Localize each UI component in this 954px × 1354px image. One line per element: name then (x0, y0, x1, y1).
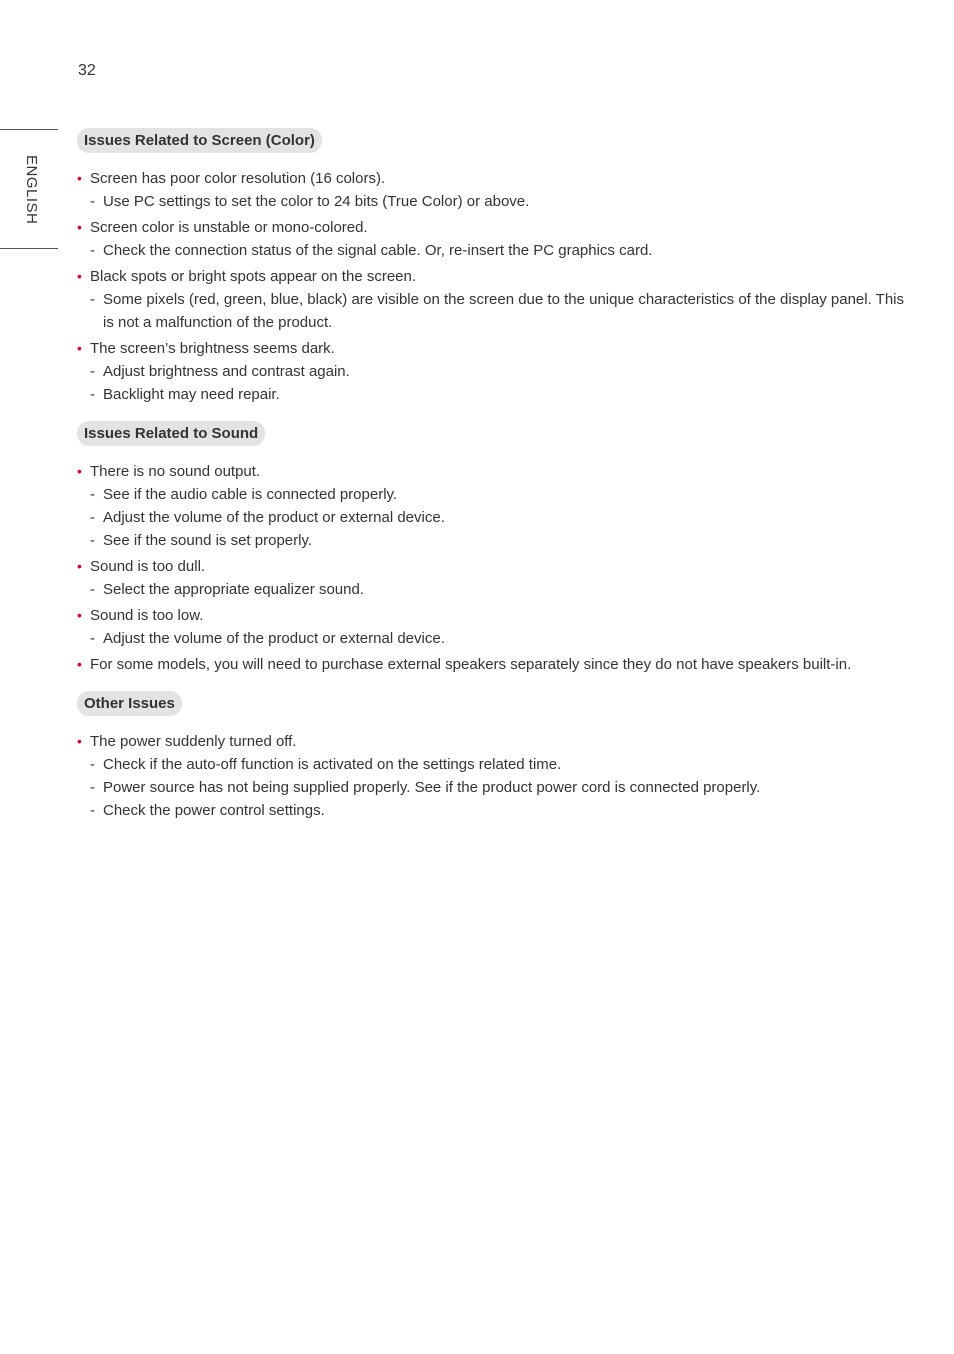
dash-icon: - (90, 630, 95, 647)
issue-item (77, 167, 917, 213)
issue-item (77, 216, 917, 262)
solution-item (90, 383, 917, 406)
solution-text: Check the connection status of the signal cable. Or, re-insert the PC graphics card. (103, 242, 653, 259)
solution-item (90, 799, 917, 822)
bullet-icon: • (77, 558, 82, 574)
section (77, 691, 917, 822)
solution-text: Use PC settings to set the color to 24 bits (True Color) or above. (103, 193, 530, 210)
issue-item (77, 337, 917, 406)
dash-icon: - (90, 779, 95, 796)
issue-text: Black spots or bright spots appear on the screen. (90, 268, 417, 285)
solution-text: Adjust the volume of the product or external device. (103, 509, 445, 526)
solution-text: Backlight may need repair. (103, 386, 280, 403)
bullet-icon: • (77, 733, 82, 749)
dash-icon: - (90, 291, 95, 308)
solution-text: Check if the auto-off function is activated on the settings related time. (103, 756, 562, 773)
solution-list (90, 483, 917, 552)
section (77, 421, 917, 676)
solution-list (90, 578, 917, 601)
bullet-icon: • (77, 219, 82, 235)
issue-text: The screen’s brightness seems dark. (90, 340, 335, 357)
solution-text: See if the sound is set properly. (103, 532, 313, 549)
section-heading: Issues Related to Sound (77, 421, 265, 446)
solution-item (90, 288, 917, 334)
issue-item (77, 460, 917, 552)
page-number: 32 (78, 62, 96, 79)
solution-text: Adjust brightness and contrast again. (103, 363, 350, 380)
bullet-icon: • (77, 463, 82, 479)
dash-icon: - (90, 386, 95, 403)
issue-text: Screen color is unstable or mono-colored. (90, 219, 368, 236)
issue-text: For some models, you will need to purchase external speakers separately since they do not have speakers built-in. (90, 656, 852, 673)
solution-list (90, 627, 917, 650)
issue-text: Sound is too dull. (90, 558, 206, 575)
solution-item (90, 239, 917, 262)
issue-text: Sound is too low. (90, 607, 204, 624)
issue-item (77, 653, 917, 676)
issue-item (77, 265, 917, 334)
section-heading: Issues Related to Screen (Color) (77, 128, 322, 153)
solution-item (90, 190, 917, 213)
solution-item (90, 529, 917, 552)
bullet-icon: • (77, 268, 82, 284)
solution-item (90, 753, 917, 776)
dash-icon: - (90, 756, 95, 773)
bullet-icon: • (77, 340, 82, 356)
solution-list (90, 288, 917, 334)
solution-text: Adjust the volume of the product or external device. (103, 630, 445, 647)
solution-item (90, 360, 917, 383)
language-side-tab (0, 129, 58, 249)
solution-item (90, 776, 917, 799)
solution-item (90, 483, 917, 506)
issue-text: Screen has poor color resolution (16 colors). (90, 170, 386, 187)
bullet-icon: • (77, 170, 82, 186)
troubleshooting-content (77, 128, 917, 837)
dash-icon: - (90, 486, 95, 503)
dash-icon: - (90, 363, 95, 380)
issue-item (77, 555, 917, 601)
issue-text: The power suddenly turned off. (90, 733, 297, 750)
solution-item (90, 578, 917, 601)
solution-text: See if the audio cable is connected properly. (103, 486, 398, 503)
solution-text: Check the power control settings. (103, 802, 325, 819)
issue-list (77, 460, 917, 676)
language-label: ENGLISH (23, 155, 40, 225)
solution-list (90, 239, 917, 262)
issue-list (77, 167, 917, 406)
dash-icon: - (90, 193, 95, 210)
dash-icon: - (90, 532, 95, 549)
dash-icon: - (90, 802, 95, 819)
dash-icon: - (90, 509, 95, 526)
solution-list (90, 190, 917, 213)
solution-list (90, 360, 917, 406)
bullet-icon: • (77, 607, 82, 623)
dash-icon: - (90, 581, 95, 598)
solution-text: Select the appropriate equalizer sound. (103, 581, 365, 598)
solution-list (90, 753, 917, 822)
section-heading: Other Issues (77, 691, 182, 716)
section (77, 128, 917, 406)
solution-text: Some pixels (red, green, blue, black) are visible on the screen due to the unique characteristics of the display panel. This is not a malfunction of the product. (103, 291, 904, 331)
issue-text: There is no sound output. (90, 463, 261, 480)
solution-item (90, 627, 917, 650)
issue-item (77, 730, 917, 822)
issue-item (77, 604, 917, 650)
dash-icon: - (90, 242, 95, 259)
issue-list (77, 730, 917, 822)
solution-item (90, 506, 917, 529)
bullet-icon: • (77, 656, 82, 672)
solution-text: Power source has not being supplied properly. See if the product power cord is connected properly. (103, 779, 761, 796)
